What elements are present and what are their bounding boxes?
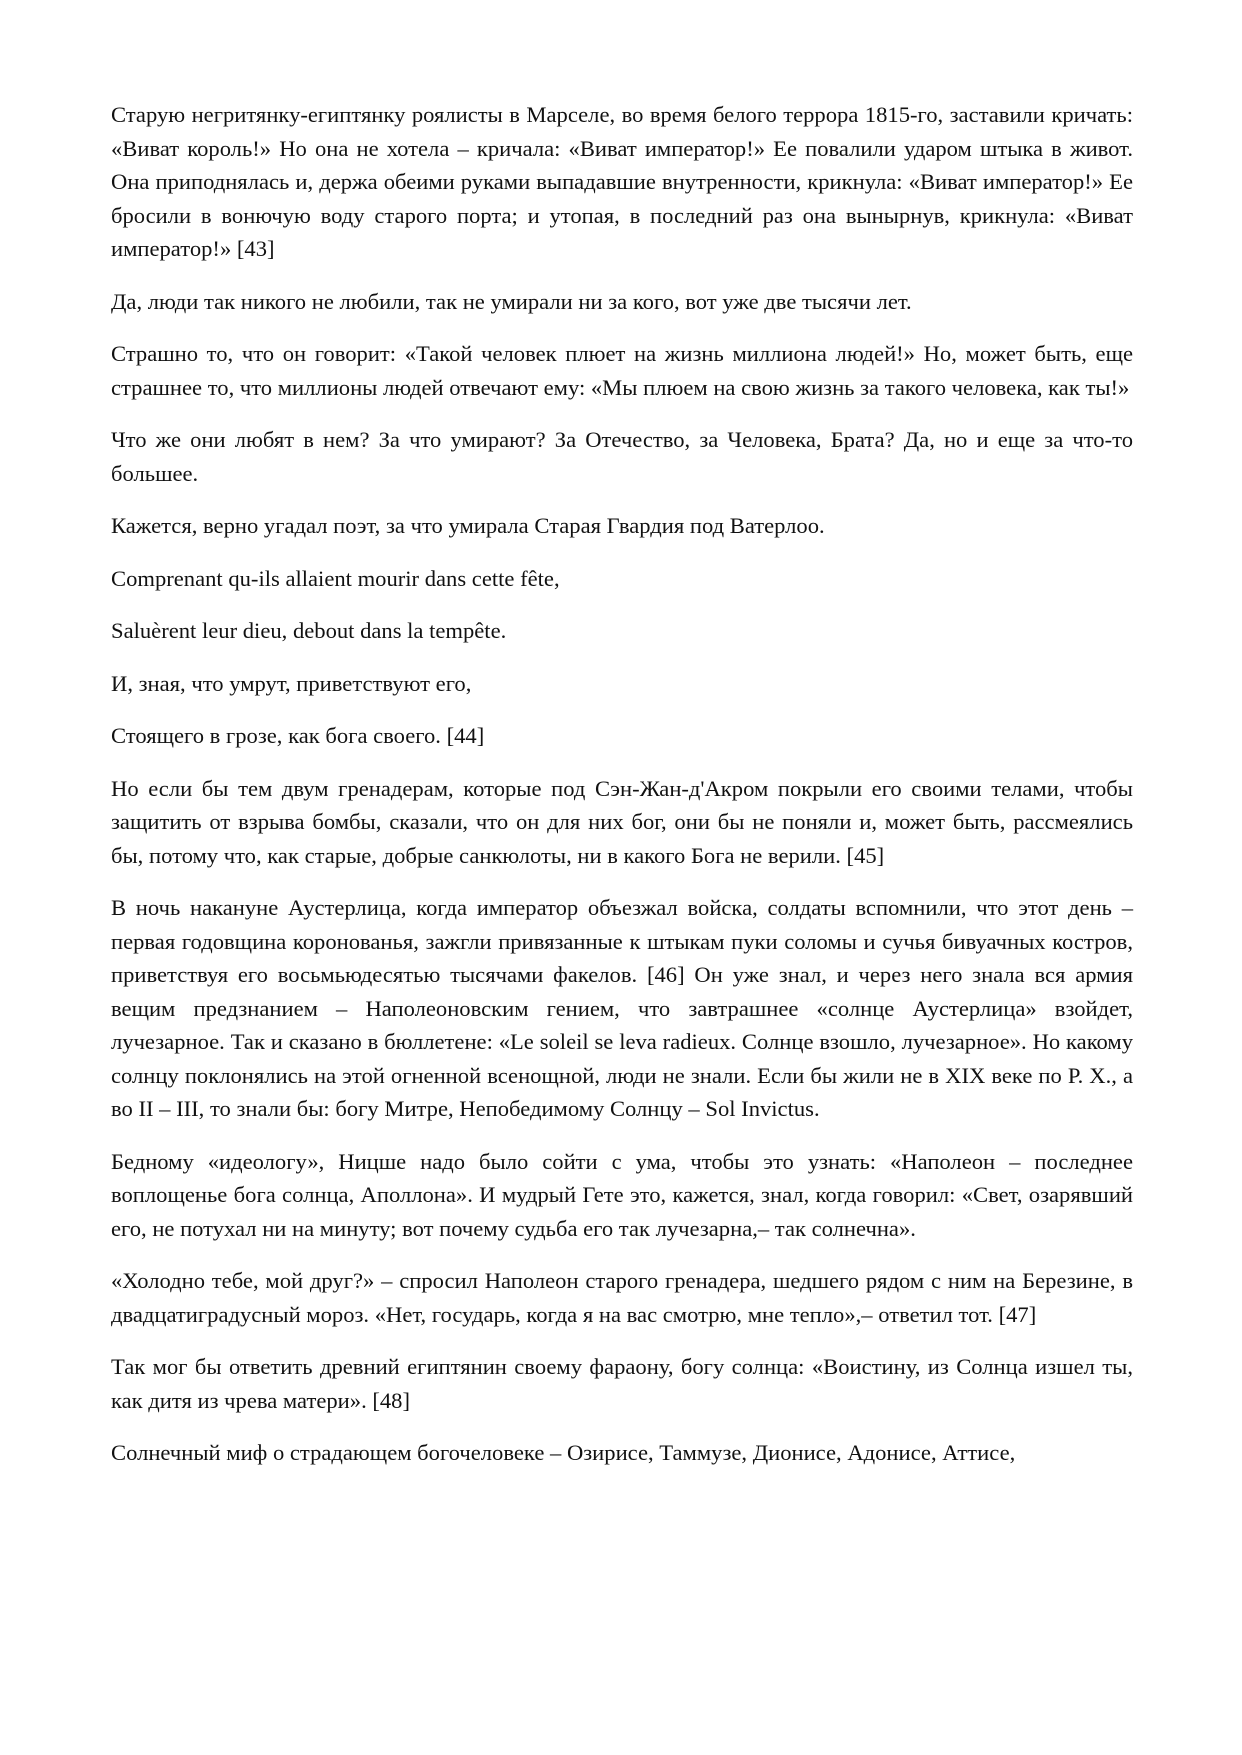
paragraph-old-guard-waterloo: Кажется, верно угадал поэт, за что умирала Старая Гвардия под Ватерлоо. xyxy=(111,513,825,538)
paragraph-million-lives: Страшно то, что он говорит: «Такой человек плюет на жизнь миллиона людей!» Но, может быть, еще страшнее то, что миллионы людей отвечают ему: «Мы плюем на свою жизнь за такого человека, как ты!» xyxy=(111,341,1133,400)
paragraph-nietzsche-goethe: Бедному «идеологу», Ницше надо было сойти с ума, чтобы это узнать: «Наполеон – последнее воплощенье бога солнца, Аполлона». И мудрый Гете это, кажется, знал, когда говорил: «Свет, озарявший его, не потухал ни на минуту; вот почему судьба его так лучезарна,– так солнечна». xyxy=(111,1148,1133,1241)
paragraph-egyptian-pharaoh: Так мог бы ответить древний египтянин своему фараону, богу солнца: «Воистину, из Солнца изшел ты, как дитя из чрева матери». [48] xyxy=(111,1354,1133,1413)
paragraph-what-they-love: Что же они любят в нем? За что умирают? За Отечество, за Человека, Брата? Да, но и еще за что-то большее. xyxy=(111,427,1133,486)
paragraph-royalists-marseille: Старую негритянку-египтянку роялисты в Марселе, во время белого террора 1815-го, заставили кричать: «Виват король!» Но она не хотела – кричала: «Виват император!» Ее повалили ударом штыка в живот. Она приподнялась и, держа обеими руками выпадавшие внутренности, крикнула: «Виват император!» Ее бросили в вонючую воду старого порта; и утопая, в последний раз она вынырнув, крикнула: «Виват император!» [43] xyxy=(111,102,1133,261)
verse-line-russian-2: Стоящего в грозе, как бога своего. [44] xyxy=(111,723,485,748)
verse-line-russian-1: И, зная, что умрут, приветствуют его, xyxy=(111,670,472,696)
verse-line-french-1: Comprenant qu-ils allaient mourir dans cette fête, xyxy=(111,565,560,591)
paragraph-two-thousand-years: Да, люди так никого не любили, так не умирали ни за кого, вот уже две тысячи лет. xyxy=(111,288,912,314)
verse-line-french-2: Saluèrent leur dieu, debout dans la tempête. xyxy=(111,618,507,643)
paragraph-grenadiers-acre: Но если бы тем двум гренадерам, которые под Сэн-Жан-д'Акром покрыли его своими телами, чтобы защитить от взрыва бомбы, сказали, что он для них бог, они бы не поняли и, может быть, рассмеялись бы, потому что, как старые, добрые санкюлоты, ни в какого Бога не верили. [45] xyxy=(111,775,1133,868)
paragraph-solar-myth: Солнечный миф о страдающем богочеловеке – Озирисе, Таммузе, Дионисе, Адонисе, Аттисе, xyxy=(111,1440,1016,1465)
paragraph-berezina: «Холодно тебе, мой друг?» – спросил Наполеон старого гренадера, шедшего рядом с ним на Березине, в двадцатиградусный мороз. «Нет, государь, когда я на вас смотрю, мне тепло»,– ответил тот. [47] xyxy=(111,1268,1133,1327)
document-page xyxy=(111,98,1133,1470)
paragraph-austerlitz-night: В ночь накануне Аустерлица, когда император объезжал войска, солдаты вспомнили, что этот день – первая годовщина коронованья, зажгли привязанные к штыкам пуки соломы и сучья бивуачных костров, приветствуя его восьмьюдесятью тысячами факелов. [46] Он уже знал, и через него знала вся армия вещим предзнанием – Наполеоновским гением, что завтрашнее «солнце Аустерлица» взойдет, лучезарное. Так и сказано в бюллетене: «Le soleil se leva radieux. Солнце взошло, лучезарное». Но какому солнцу поклонялись на этой огненной всенощной, люди не знали. Если бы жили не в XIX веке по Р. Х., а во II – III, то знали бы: богу Митре, Непобедимому Солнцу – Sol Invictus. xyxy=(111,895,1133,1121)
